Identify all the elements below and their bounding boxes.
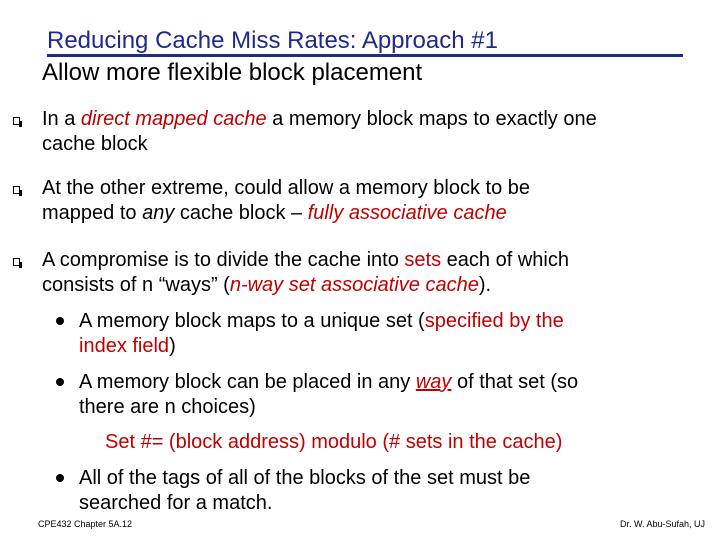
bullet-1-line-2: cache block	[42, 133, 148, 155]
bullet-dot-icon	[56, 317, 64, 325]
bullet-dot-icon	[56, 474, 64, 482]
footer-course-chapter: CPE432 Chapter 5A.12	[38, 519, 133, 529]
subbullet-2-line-1: A memory block can be placed in any way of that set (so	[79, 371, 579, 393]
emphasis-index-field: index field	[79, 335, 170, 357]
emphasis-way: way	[415, 371, 452, 393]
emphasis-any: any	[142, 202, 175, 224]
subbullet-3-line-2: searched for a match.	[79, 492, 273, 514]
subbullet-1-line-2: index field)	[79, 335, 176, 357]
bullet-3-line-1: A compromise is to divide the cache into sets each of which	[42, 249, 569, 271]
bullet-2-line-2: mapped to any cache block – fully associative cache	[42, 202, 507, 224]
slide-subtitle: Allow more flexible block placement	[42, 59, 423, 86]
footer-author: Dr. W. Abu-Sufah, UJ	[619, 519, 705, 529]
emphasis-direct-mapped: direct mapped cache	[80, 108, 267, 130]
bullet-3-line-2: consists of n “ways” (n-way set associative cache).	[42, 274, 492, 296]
emphasis-n-way: n-way set associative cache	[229, 274, 479, 296]
set-index-formula: Set #= (block address) modulo (# sets in the cache)	[105, 431, 563, 453]
bullet-box-icon	[13, 117, 20, 125]
bullet-box-icon	[13, 186, 20, 194]
emphasis-specified-by: specified by the	[424, 310, 564, 332]
subbullet-3-line-1: All of the tags of all of the blocks of the set must be	[79, 467, 531, 489]
subbullet-2-line-2: there are n choices)	[79, 396, 256, 418]
slide-title: Reducing Cache Miss Rates: Approach #1	[47, 27, 683, 57]
bullet-box-icon	[13, 258, 20, 266]
subbullet-1-line-1: A memory block maps to a unique set (specified by the	[79, 310, 564, 332]
bullet-2-line-1: At the other extreme, could allow a memory block to be	[42, 177, 531, 199]
bullet-1-line-1: In a direct mapped cache a memory block maps to exactly one	[42, 108, 597, 130]
emphasis-fully-associative: fully associative cache	[307, 202, 507, 224]
emphasis-sets: sets	[404, 249, 442, 271]
bullet-dot-icon	[56, 378, 64, 386]
